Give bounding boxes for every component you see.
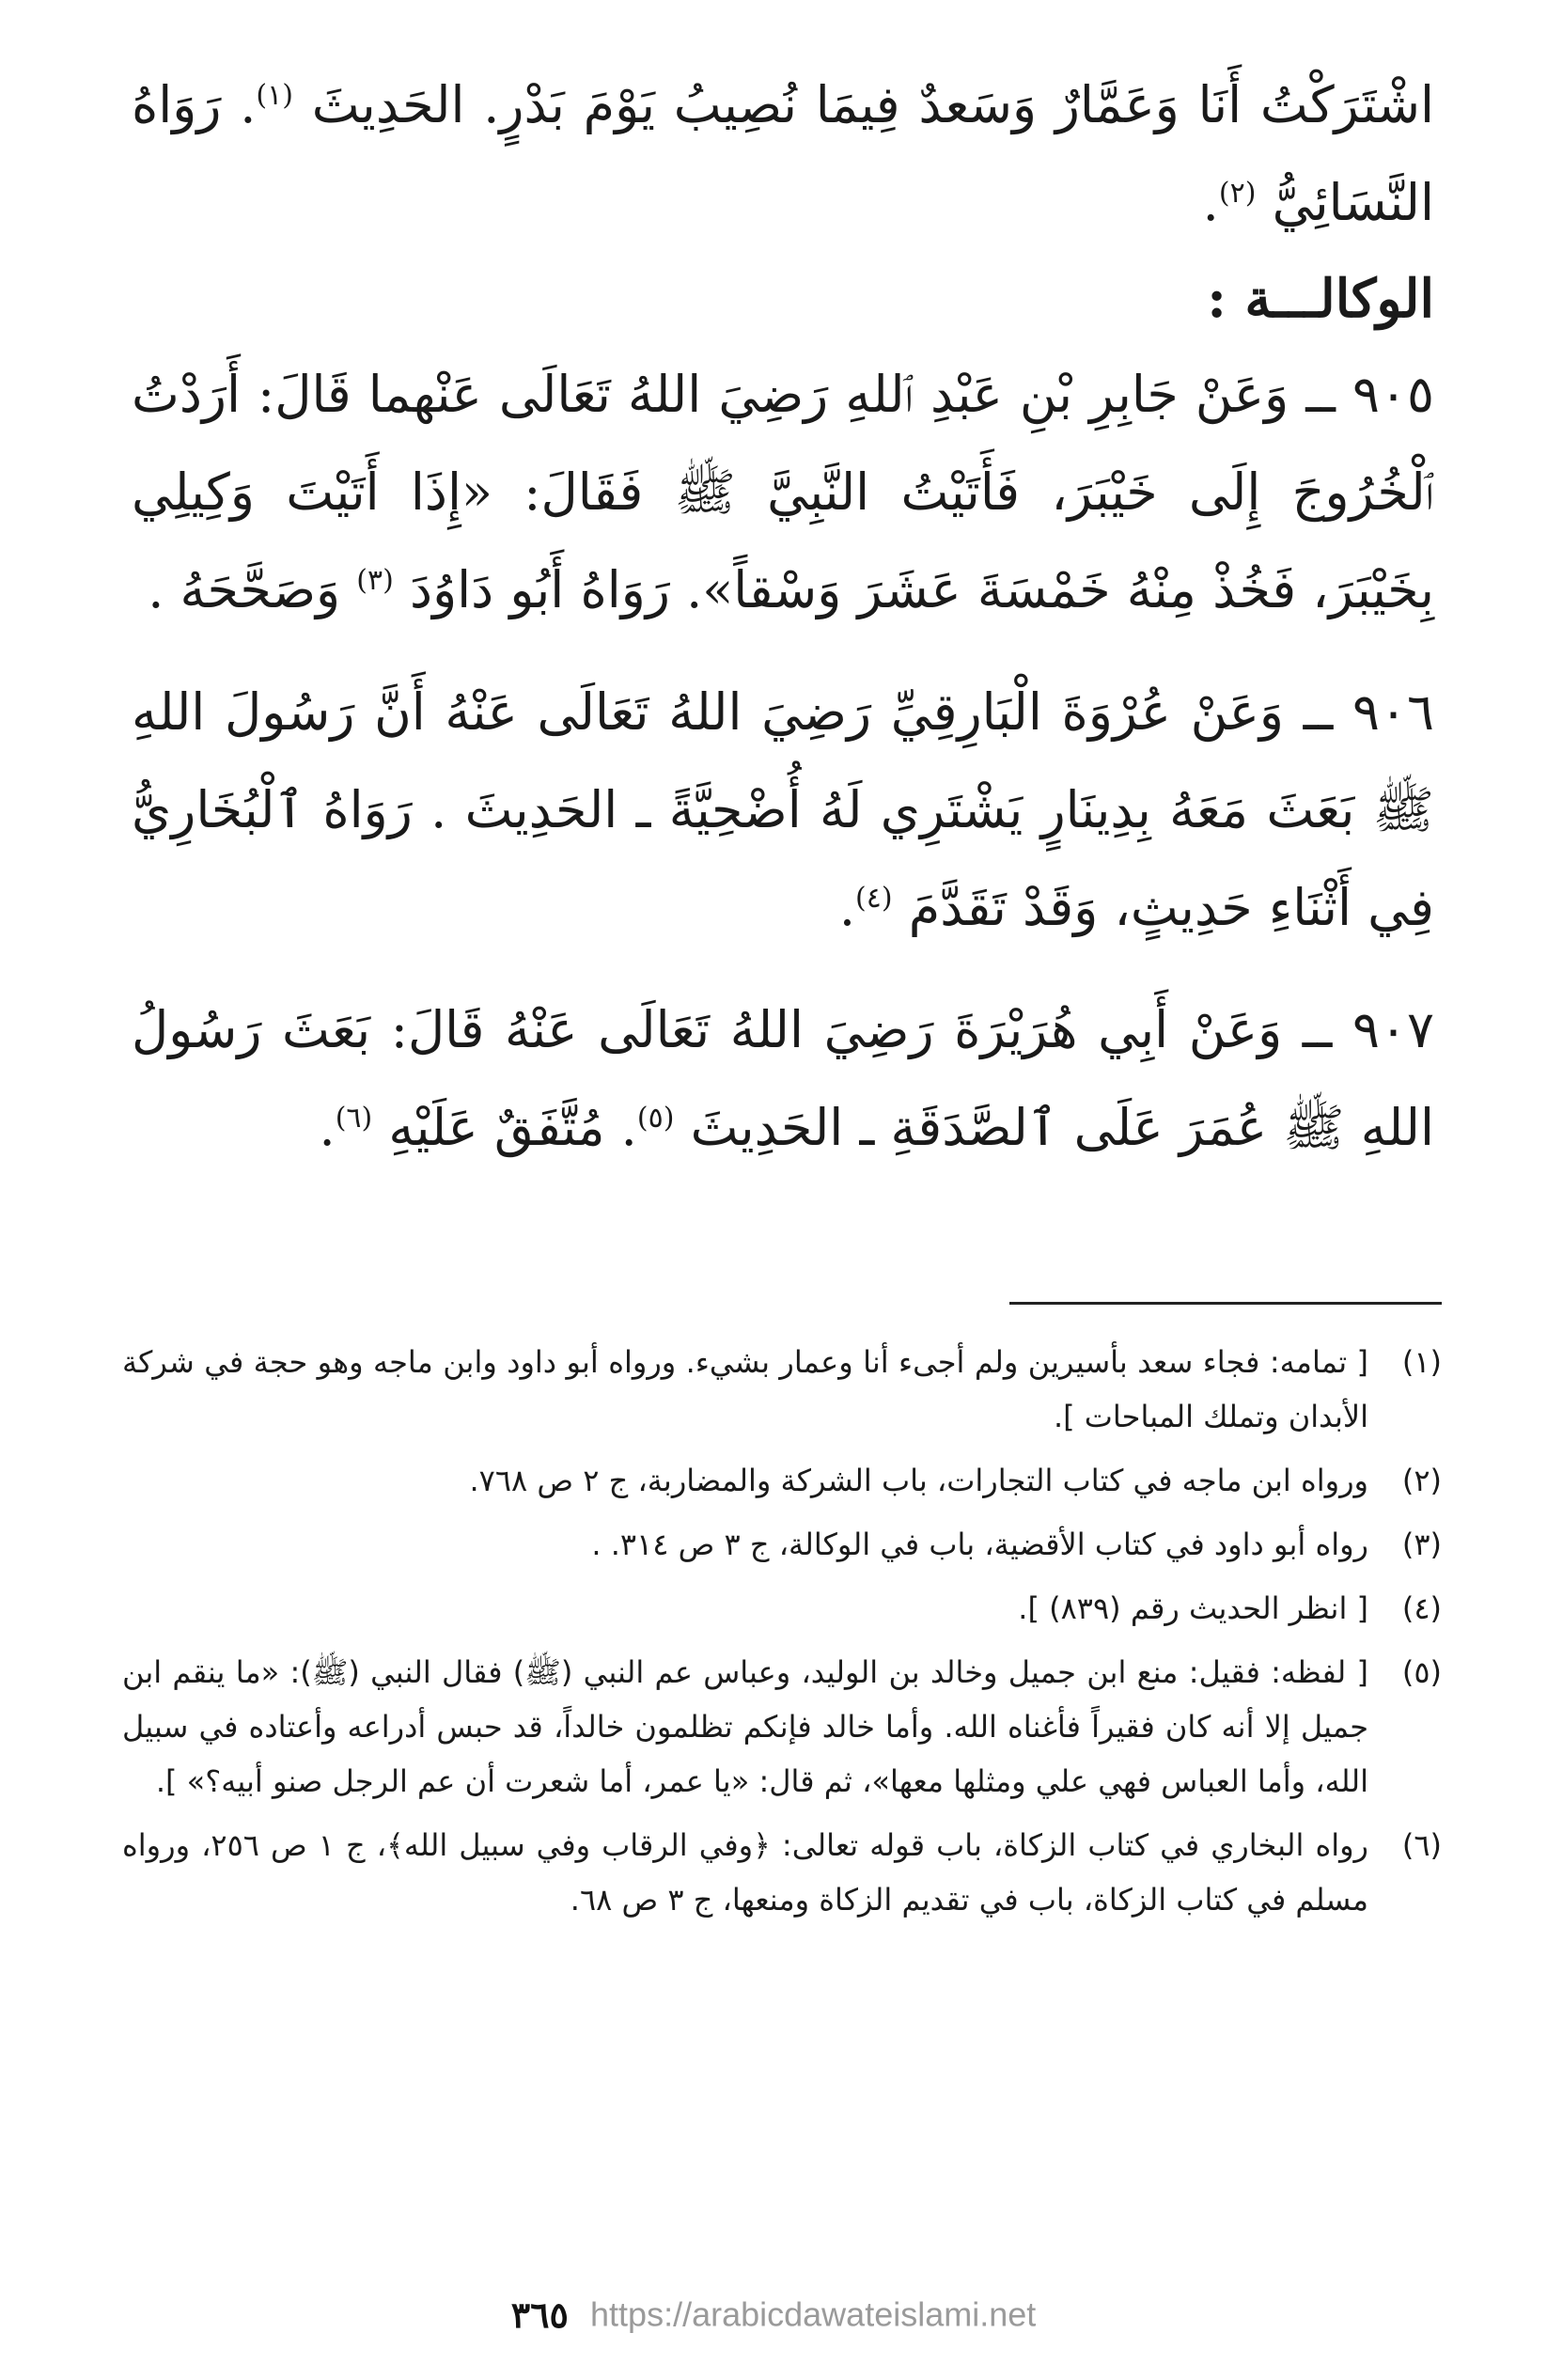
- hadith-907: [132, 981, 1434, 1177]
- footnote-ref-4[interactable]: (٤): [855, 882, 893, 915]
- hadith-906-end: .: [838, 878, 856, 937]
- footnote-text: رواه أبو داود في كتاب الأقضية، باب في الوكالة، ج ٣ ص ٣١٤. .: [591, 1527, 1368, 1562]
- hadith-905: [132, 346, 1434, 639]
- footnote-text: [ انظر الحديث رقم (٨٣٩) ].: [1018, 1590, 1368, 1626]
- intro-end: .: [1202, 173, 1219, 232]
- footnote-number: (٦): [1401, 1827, 1442, 1863]
- footnote-1: [122, 1335, 1442, 1444]
- intro-line: اشْتَرَكْتُ أَنَا وَعَمَّارٌ وَسَعدٌ فِيمَا نُصِيبُ يَوْمَ بَدْرٍ. الحَدِيثَ: [311, 75, 1435, 134]
- footnote-6: [122, 1818, 1442, 1927]
- site-url-watermark[interactable]: https://arabicdawateislami.net: [590, 2294, 1037, 2334]
- footnote-3: [122, 1517, 1442, 1572]
- footnote-text: [ تمامه: فجاء سعد بأسيرين ولم أجىء أنا وعمار بشيء. ورواه أبو داود وابن ماجه وهو حجة في شركة الأبدان وتملك المباحات ].: [122, 1344, 1368, 1434]
- footnote-ref-5[interactable]: (٥): [636, 1102, 675, 1135]
- hadith-906-text: ٩٠٦ ــ وَعَنْ عُرْوَةَ الْبَارِقِيِّ رَضِيَ اللهُ تَعَالَى عَنْهُ أَنَّ رَسُولَ اللهِ ﷺ بَعَثَ مَعَهُ بِدِينَارٍ يَشْتَرِي لَهُ أُضْحِيَّةً ـ الحَدِيثَ . رَوَاهُ ٱلْبُخَارِيُّ فِي أَثْنَاءِ حَدِيثٍ، وَقَدْ تَقَدَّمَ: [132, 682, 1434, 937]
- intro-paragraph: [132, 56, 1434, 252]
- hadith-907-mid: . مُتَّفَقٌ عَلَيْهِ: [388, 1098, 637, 1157]
- footnote-5: [122, 1645, 1442, 1808]
- footnote-text: رواه البخاري في كتاب الزكاة، باب قوله تعالى: ﴿وفي الرقاب وفي سبيل الله﴾، ج ١ ص ٢٥٦، ورواه مسلم في كتاب الزكاة، باب في تقديم الزكاة ومنعها، ج ٣ ص ٦٨.: [122, 1827, 1369, 1918]
- intro-tail: . رَوَاهُ النَّسَائِيُّ: [132, 75, 1434, 232]
- footnote-number: (٥): [1401, 1654, 1442, 1690]
- footnote-divider: [1009, 1302, 1442, 1305]
- page-footer: [0, 2294, 1547, 2350]
- footnote-number: (١): [1401, 1344, 1442, 1380]
- hadith-907-text: ٩٠٧ ــ وَعَنْ أَبِي هُرَيْرَةَ رَضِيَ اللهُ تَعَالَى عَنْهُ قَالَ: بَعَثَ رَسُولُ اللهِ ﷺ عُمَرَ عَلَى ٱلصَّدَقَةِ ـ الحَدِيثَ: [132, 1000, 1434, 1157]
- footnote-ref-6[interactable]: (٦): [335, 1102, 373, 1135]
- footnotes: [122, 1335, 1442, 1936]
- hadith-905-text: ٩٠٥ ــ وَعَنْ جَابِرِ بْنِ عَبْدِ ٱللهِ رَضِيَ اللهُ تَعَالَى عَنْهما قَالَ: أَرَدْتُ ٱلْخُرُوجَ إِلَى خَيْبَرَ، فَأَتَيْتُ النَّبِيَّ ﷺ فَقَالَ: «إِذَا أَتَيْتَ وَكِيلِي بِخَيْبَرَ، فَخُذْ مِنْهُ خَمْسَةَ عَشَرَ وَسْقاً». رَوَاهُ أَبُو دَاوُدَ: [132, 365, 1434, 619]
- hadith-907-end: .: [319, 1098, 336, 1157]
- footnote-ref-3[interactable]: (٣): [356, 564, 394, 597]
- footnote-number: (٤): [1401, 1590, 1442, 1626]
- footnote-text: ورواه ابن ماجه في كتاب التجارات، باب الشركة والمضاربة، ج ٢ ص ٧٦٨.: [469, 1463, 1368, 1498]
- footnote-ref-1[interactable]: (١): [256, 79, 293, 112]
- footnote-ref-2[interactable]: (٢): [1218, 177, 1257, 210]
- footnote-number: (٣): [1401, 1527, 1442, 1562]
- page-number: ٣٦٥: [510, 2294, 569, 2336]
- hadith-905-end: وَصَحَّحَهُ .: [148, 560, 357, 619]
- footnote-2: [122, 1453, 1442, 1508]
- footnote-text: [ لفظه: فقيل: منع ابن جميل وخالد بن الوليد، وعباس عم النبي (ﷺ) فقال النبي (ﷺ): «ما ينقم ابن جميل إلا أنه كان فقيراً فأغناه الله. وأما خالد فإنكم تظلمون خالداً، قد حبس أدراعه وأعتاده في سبيل الله، وأما العباس فهي علي ومثلها معها»، ثم قال: «يا عمر، أما شعرت أن عم الرجل صنو أبيه؟» ].: [122, 1654, 1368, 1799]
- footnote-4: [122, 1581, 1442, 1636]
- section-heading: الوكالـــة :: [1207, 268, 1434, 330]
- footnote-number: (٢): [1401, 1463, 1442, 1498]
- main-text: [132, 56, 1434, 1177]
- hadith-906: [132, 664, 1434, 957]
